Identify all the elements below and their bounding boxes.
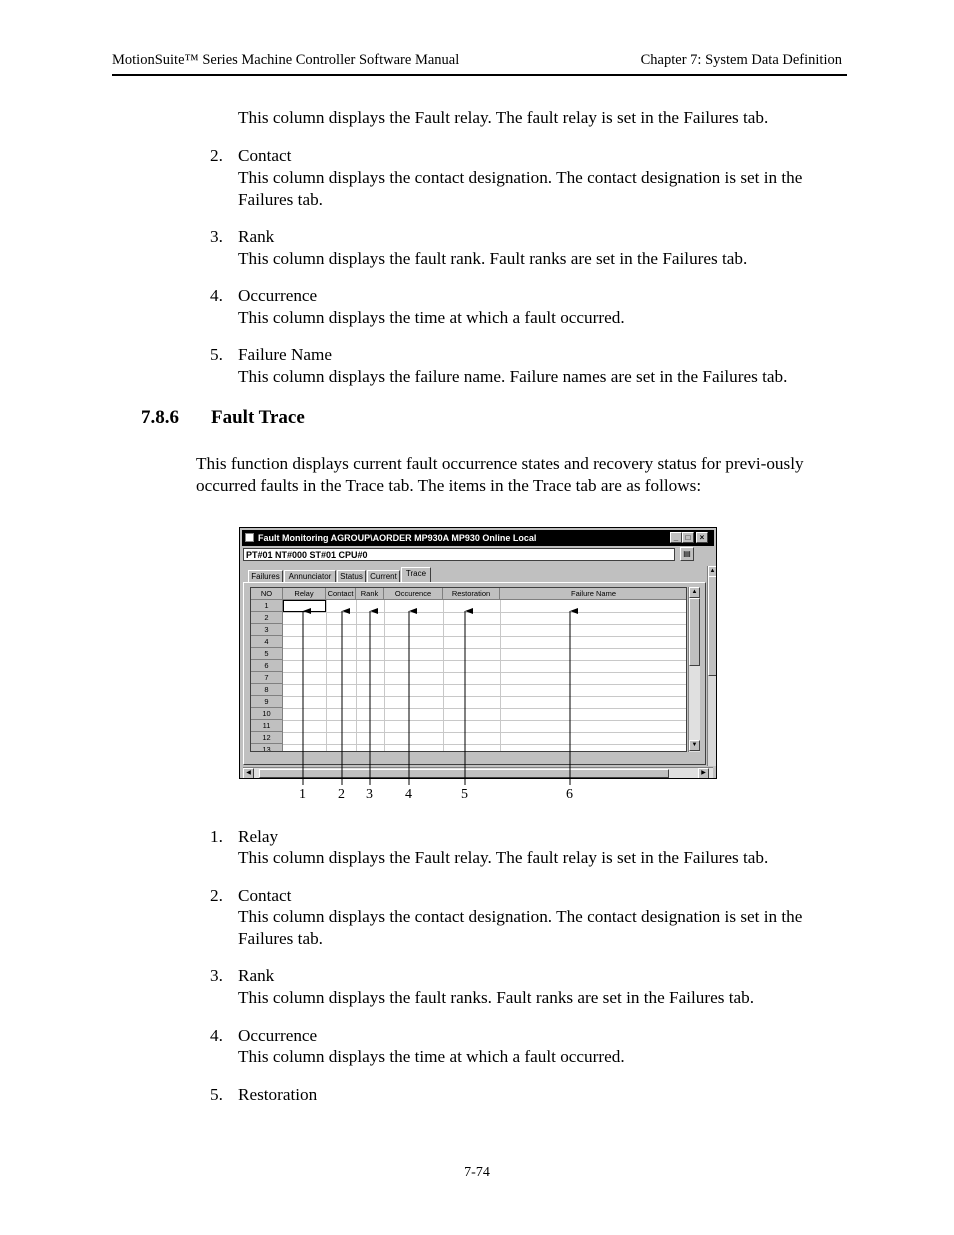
section-paragraph: This function displays current fault occurrence states and recovery status for previ-ously occurred faults in the Trace tab. The items in the Trace tab are as follows: <box>196 454 804 495</box>
row-number[interactable]: 5 <box>251 648 283 660</box>
list-item-number: 4. <box>210 286 223 305</box>
minimize-icon[interactable]: _ <box>670 532 682 543</box>
close-icon[interactable]: × <box>696 532 708 543</box>
callout-label-5: 5 <box>461 787 468 802</box>
tab-trace[interactable]: Trace <box>401 567 431 583</box>
list-item-title: Restoration <box>238 1085 318 1104</box>
tab-status[interactable]: Status <box>337 570 366 582</box>
row-number[interactable]: 10 <box>251 708 283 720</box>
column-header-contact[interactable]: Contact <box>326 588 356 600</box>
list-item-number: 2. <box>210 886 223 905</box>
row-number[interactable]: 2 <box>251 612 283 624</box>
list-item-number: 5. <box>210 345 223 364</box>
controller-address-field[interactable]: PT#01 NT#000 ST#01 CPU#0 <box>243 548 675 561</box>
column-header-failure-name[interactable]: Failure Name <box>500 588 687 600</box>
list-item-number: 5. <box>210 1085 223 1104</box>
row-number[interactable]: 3 <box>251 624 283 636</box>
list-item-number: 1. <box>210 827 223 846</box>
row-number[interactable]: 12 <box>251 732 283 744</box>
scroll-down-icon[interactable]: ▼ <box>689 740 700 751</box>
scroll-up-icon[interactable]: ▲ <box>708 566 717 577</box>
list-item-description: This column displays the fault ranks. Fault ranks are set in the Failures tab. <box>238 988 754 1007</box>
row-number[interactable]: 4 <box>251 636 283 648</box>
column-header-no[interactable]: NO <box>251 588 283 600</box>
list-item-title: Relay <box>238 827 279 846</box>
list-item-title: Contact <box>238 146 292 165</box>
callout-label-2: 2 <box>338 787 345 802</box>
list-item-title: Rank <box>238 966 275 985</box>
list-item-description: This column displays the time at which a fault occurred. <box>238 308 625 327</box>
row-number[interactable]: 8 <box>251 684 283 696</box>
list-item-number: 3. <box>210 966 223 985</box>
address-select-button[interactable]: ▤ <box>680 547 694 561</box>
list-item-title: Occurrence <box>238 286 318 305</box>
row-number[interactable]: 1 <box>251 600 283 612</box>
list-item-description: This column displays the contact designation. The contact designation is set in the Failures tab. <box>238 907 803 948</box>
list-item-title: Occurrence <box>238 1026 318 1045</box>
scroll-left-icon[interactable]: ◀ <box>243 768 254 779</box>
header-manual-title: MotionSuite™ Series Machine Controller Software Manual <box>112 52 460 68</box>
list-item-description: This column displays the failure name. Failure names are set in the Failures tab. <box>238 367 788 386</box>
row-number[interactable]: 7 <box>251 672 283 684</box>
relay-description-continued: This column displays the Fault relay. The fault relay is set in the Failures tab. <box>238 108 769 127</box>
row-number[interactable]: 6 <box>251 660 283 672</box>
callout-label-3: 3 <box>366 787 373 802</box>
list-item-description: This column displays the contact designation. The contact designation is set in the Failures tab. <box>238 168 803 209</box>
tab-annunciator[interactable]: Annunciator <box>284 570 336 582</box>
window-title: Fault Monitoring AGROUP\AORDER MP930A MP930 Online Local <box>258 533 537 543</box>
callout-label-1: 1 <box>299 787 306 802</box>
list-item-number: 2. <box>210 146 223 165</box>
row-number[interactable]: 13 <box>251 744 283 752</box>
section-number: 7.8.6 <box>141 407 179 428</box>
callout-label-4: 4 <box>405 787 412 802</box>
list-item-description: This column displays the time at which a fault occurred. <box>238 1047 625 1066</box>
list-item-number: 4. <box>210 1026 223 1045</box>
row-number[interactable]: 11 <box>251 720 283 732</box>
maximize-icon[interactable]: □ <box>682 532 694 543</box>
tab-current[interactable]: Current <box>367 570 400 582</box>
list-item-description: This column displays the fault rank. Fault ranks are set in the Failures tab. <box>238 249 748 268</box>
row-number[interactable]: 9 <box>251 696 283 708</box>
list-item-description: This column displays the Fault relay. The fault relay is set in the Failures tab. <box>238 848 769 867</box>
section-title: Fault Trace <box>211 407 305 428</box>
tab-failures[interactable]: Failures <box>248 570 283 582</box>
header-chapter-title: Chapter 7: System Data Definition <box>640 52 842 68</box>
scroll-right-icon[interactable]: ▶ <box>698 768 709 779</box>
callout-label-6: 6 <box>566 787 573 802</box>
page-number: 7-74 <box>464 1165 490 1180</box>
list-item-title: Failure Name <box>238 345 333 364</box>
scroll-up-icon[interactable]: ▲ <box>689 587 700 598</box>
column-header-occurence[interactable]: Occurence <box>384 588 443 600</box>
list-item-number: 3. <box>210 227 223 246</box>
column-header-relay[interactable]: Relay <box>283 588 326 600</box>
column-header-restoration[interactable]: Restoration <box>443 588 500 600</box>
list-item-title: Rank <box>238 227 275 246</box>
list-item-title: Contact <box>238 886 292 905</box>
column-header-rank[interactable]: Rank <box>356 588 384 600</box>
